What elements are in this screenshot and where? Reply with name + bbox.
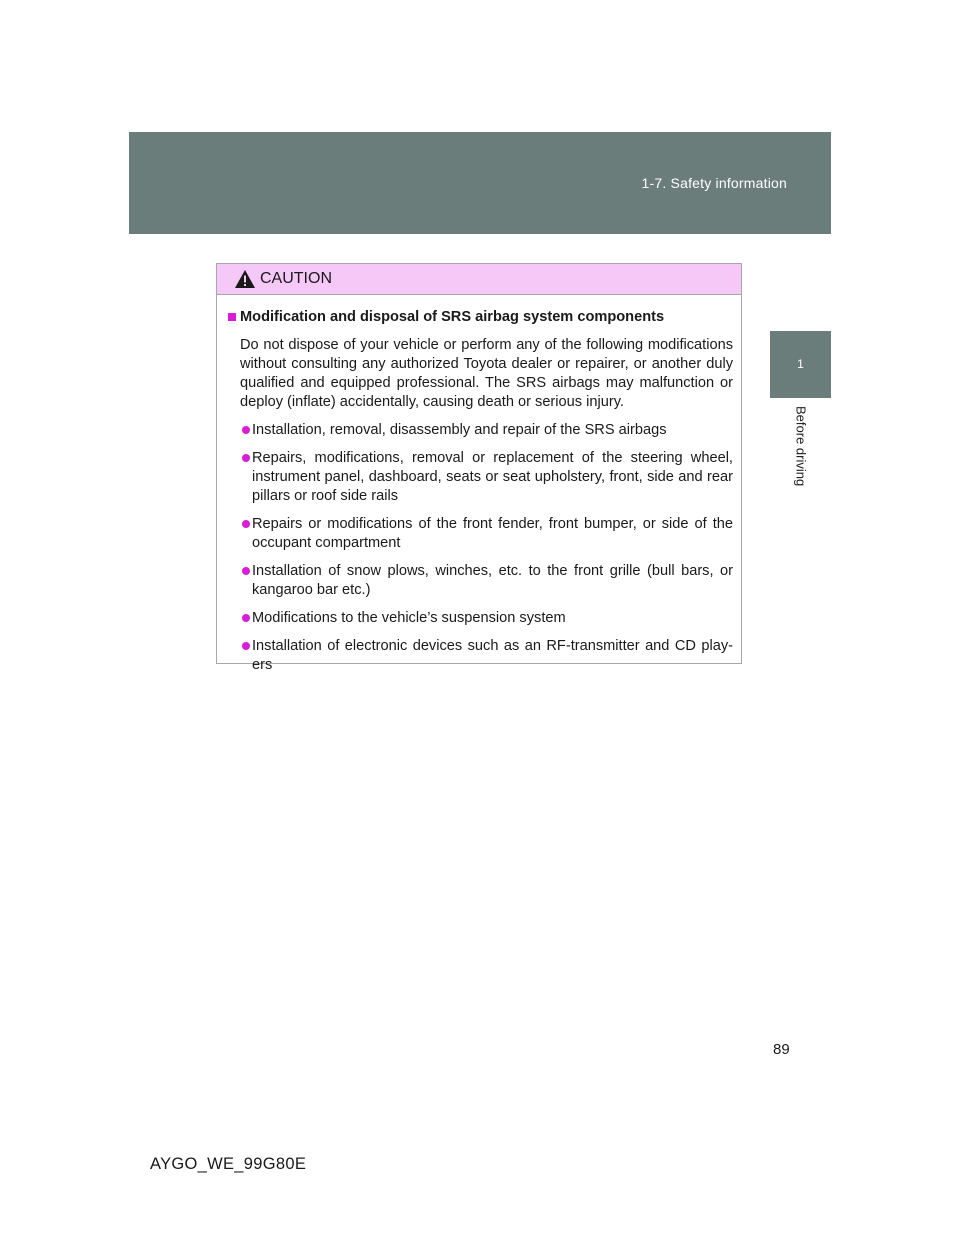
dot-bullet-icon (242, 454, 250, 462)
dot-bullet-icon (242, 567, 250, 575)
dot-bullet-icon (242, 426, 250, 434)
dot-bullet-icon (242, 614, 250, 622)
chapter-number: 1 (797, 357, 804, 371)
chapter-name-label: Before driving (793, 406, 809, 487)
list-item-text: Repairs or modifications of the front fender, front bumper, or side of the occupant compartment (252, 516, 733, 551)
caution-title: CAUTION (260, 270, 332, 287)
section-header-band (129, 132, 831, 234)
chapter-name-vertical (793, 406, 809, 506)
section-title: 1-7. Safety information (641, 175, 787, 191)
document-code: AYGO_WE_99G80E (150, 1155, 307, 1173)
list-item-text: Installation, removal, disassembly and repair of the SRS airbags (252, 422, 667, 438)
chapter-tab (770, 331, 831, 398)
dot-bullet-icon (242, 520, 250, 528)
square-bullet-icon (228, 313, 236, 321)
list-item (242, 562, 733, 600)
dot-bullet-icon (242, 642, 250, 650)
list-item-text: Repairs, modifications, removal or replacement of the steering wheel, instrument panel, dashboard, seats or seat upholstery, front, side and rear pillars or roof side rails (252, 450, 733, 504)
list-item-text: Installation of electronic devices such as an RF-transmitter and CD play-ers (252, 638, 733, 673)
caution-header (217, 264, 741, 295)
page-number: 89 (773, 1041, 790, 1058)
caution-list (228, 421, 733, 675)
list-item-text: Modifications to the vehicle’s suspension system (252, 610, 566, 626)
list-item (242, 449, 733, 506)
warning-triangle-icon (234, 269, 256, 289)
list-item (242, 421, 733, 440)
list-item-text: Installation of snow plows, winches, etc. to the front grille (bull bars, or kangaroo bar etc.) (252, 563, 733, 598)
caution-topic (228, 308, 733, 327)
caution-box (216, 263, 742, 673)
caution-intro: Do not dispose of your vehicle or perform any of the following modifications without consulting any authorized Toyota dealer or repairer, or another duly qualified and equipped professional. The SRS airbags may malfunction or deploy (inflate) accidentally, causing death or serious injury. (240, 337, 733, 410)
list-item (242, 609, 733, 628)
caution-topic-text: Modification and disposal of SRS airbag system components (240, 309, 665, 325)
list-item (242, 515, 733, 553)
caution-body (217, 295, 741, 675)
list-item (242, 637, 733, 675)
